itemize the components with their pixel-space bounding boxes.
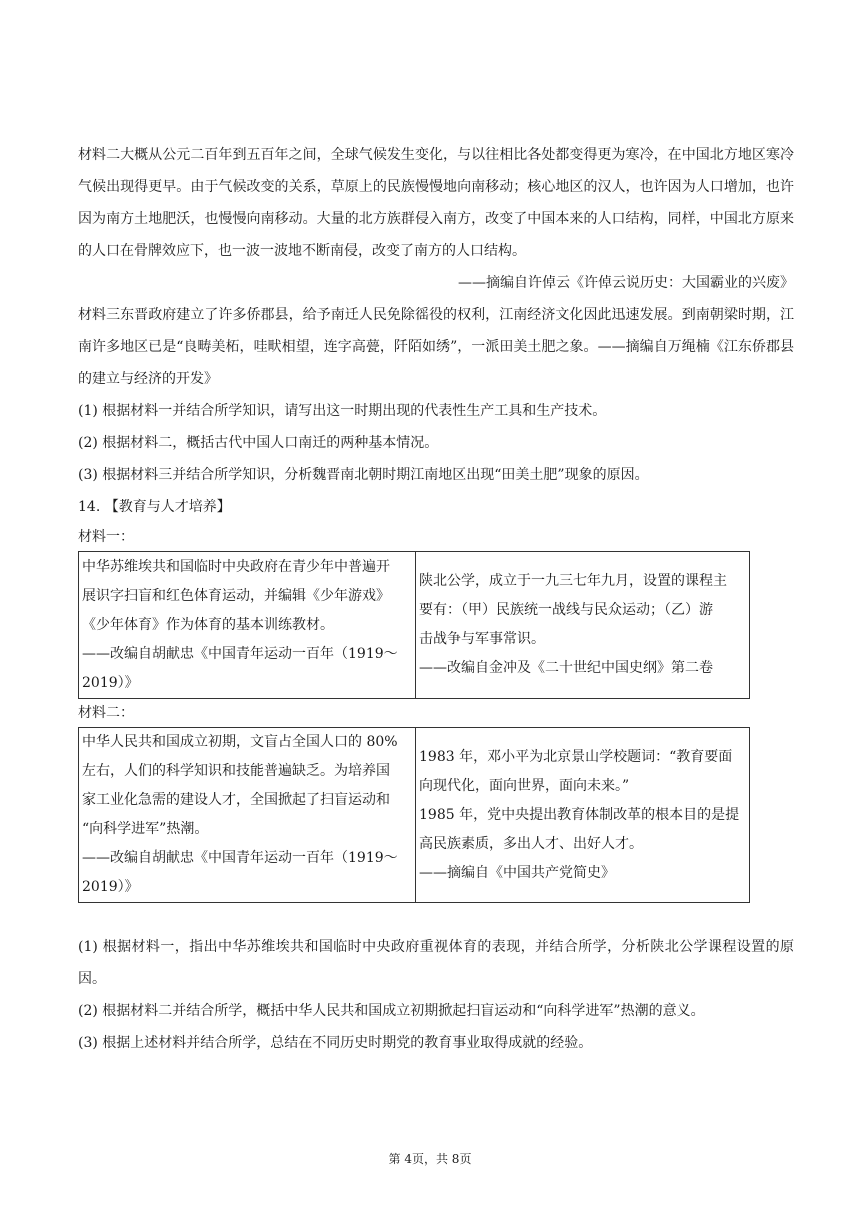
material-one-right-cell <box>416 552 750 699</box>
material-two-right-line: 1983 年，邓小平为北京景山学校题词：“教育要面 <box>419 748 733 765</box>
material-two-right-line: 向现代化，面向世界，面向未来。” <box>419 777 630 794</box>
q13-subquestion-2: (2) 根据材料二，概括古代中国人口南迁的两种基本情况。 <box>78 435 439 451</box>
material-one-left-line: 《少年体育》作为体育的基本训练教材。 <box>82 616 334 633</box>
q14-material-one-table <box>78 551 750 699</box>
material-two-left-line: 2019）》 <box>82 879 139 895</box>
q13-subquestion-3: (3) 根据材料三并结合所学知识，分析魏晋南北朝时期江南地区出现“田美土肥”现象的原因。 <box>78 467 649 483</box>
q14-heading: 14. 【教育与人才培养】 <box>78 499 231 515</box>
q14-questions <box>78 931 794 1059</box>
q14-material-two-label: 材料二： <box>78 705 134 721</box>
material-one-right-line: ——改编自金冲及《二十世纪中国史纲》第二卷 <box>419 660 713 676</box>
material-two-right-line: 1985 年，党中央提出教育体制改革的根本目的是提 <box>419 806 740 823</box>
material-one-right-line: 要有：（甲）民族统一战线与民众运动；（乙）游 <box>419 602 713 618</box>
material-two-right-line: 高民族素质，多出人才、出好人才。 <box>419 835 643 852</box>
q14-subquestion-1: (1) 根据材料一，指出中华苏维埃共和国临时中央政府重视体育的表现，并结合所学，分析陕北公学课程设置的原因。 <box>78 939 794 987</box>
material-two-source: ——摘编自许倬云《许倬云说历史：大国霸业的兴废》 <box>458 275 794 291</box>
q14-material-two-table <box>78 727 750 903</box>
material-two-left-cell <box>79 728 416 903</box>
material-one-right-line: 击战争与军事常识。 <box>419 631 545 647</box>
material-three-paragraph: 材料三东晋政府建立了许多侨郡县，给予南迁人民免除徭役的权利，江南经济文化因此迅速发展。到南朝梁时期，江南许多地区已是“良畴美柘，哇畎相望，连字高甍，阡陌如绣”，一派田美土肥之象。——摘编自万绳楠《江东侨郡县的建立与经济的开发》 <box>78 307 794 387</box>
material-two-left-line: 家工业化急需的建设人才，全国掀起了扫盲运动和 <box>82 792 390 808</box>
material-one-right-line: 陕北公学，成立于一九三七年九月，设置的课程主 <box>419 573 727 589</box>
material-two-left-line: “向科学进军”热潮。 <box>82 821 209 837</box>
material-two-left-line: 中华人民共和国成立初期，文盲占全国人口的 80% <box>82 734 398 750</box>
q13-subquestion-1: (1) 根据材料一并结合所学知识，请写出这一时期出现的代表性生产工具和生产技术。 <box>78 403 607 419</box>
material-two-right-line: ——摘编自《中国共产党简史》 <box>419 864 615 881</box>
q14-subquestion-3: (3) 根据上述材料并结合所学，总结在不同历史时期党的教育事业取得成就的经验。 <box>78 1035 593 1051</box>
material-two-left-line: 左右，人们的科学知识和技能普遍缺乏。为培养国 <box>82 763 390 779</box>
material-two-left-line: ——改编自胡献忠《中国青年运动一百年（1919～ <box>82 850 398 866</box>
document-page <box>78 139 794 1059</box>
material-one-left-line: 中华苏维埃共和国临时中央政府在青少年中普遍开 <box>82 558 390 575</box>
material-one-left-line: 2019）》 <box>82 674 139 691</box>
material-one-left-line: ——改编自胡献忠《中国青年运动一百年（1919～ <box>82 645 398 662</box>
page-footer: 第 4页，共 8页 <box>388 1152 472 1166</box>
material-two-paragraph: 材料二大概从公元二百年到五百年之间，全球气候发生变化，与以往相比各处都变得更为寒冷，在中国北方地区寒冷气候出现得更早。由于气候改变的关系，草原上的民族慢慢地向南移动；核心地区的汉人，也许因为人口增加，也许因为南方土地肥沃，也慢慢向南移动。大量的北方族群侵入南方，改变了中国本来的人口结构，同样，中国北方原来的人口在骨牌效应下，也一波一波地不断南侵，改变了南方的人口结构。 <box>78 147 794 259</box>
q14-subquestion-2: (2) 根据材料二并结合所学，概括中华人民共和国成立初期掀起扫盲运动和“向科学进军”热潮的意义。 <box>78 1003 705 1019</box>
material-one-left-cell <box>79 552 416 699</box>
material-one-left-line: 展识字扫盲和红色体育运动，并编辑《少年游戏》 <box>82 587 390 604</box>
q14-material-one-label: 材料一： <box>78 529 134 545</box>
material-two-right-cell <box>416 728 750 903</box>
